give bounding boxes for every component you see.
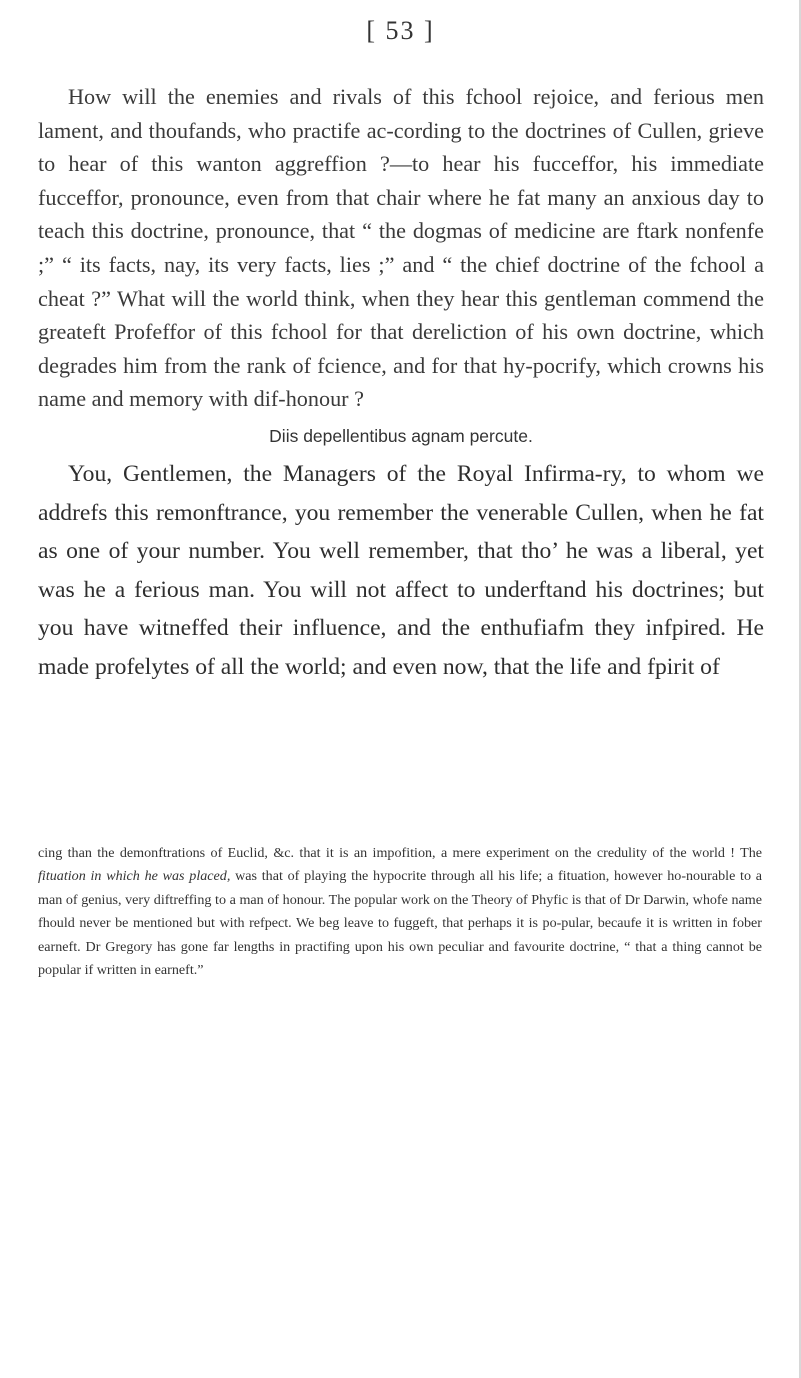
footnote-text-end: was that of playing the hypocrite through all his life; a fituation, however ho-nourable to a man of genius, very diftreffing to a man of honour. The popular work on the Theory of Phyfic is that of Dr Darwin, whofe name fhould never be mentioned but with refpect. We beg leave to fuggeft, that perhaps it is po-pular, becaufe it is written in fober earneft. Dr Gregory has gone far lengths in practifing upon his own peculiar and favourite doctrine, “ that a thing cannot be popular if written in earneft.” <box>38 868 762 979</box>
footnote-italic-phrase: fituation in which he was placed, <box>38 868 231 885</box>
paragraph-1: How will the enemies and rivals of this fchool rejoice, and ferious men lament, and thoufands, who practife ac-cording to the doctrines of Cullen, grieve to hear of this wanton aggreffion ?—to hear his fucceffor, his immediate fucceffor, pronounce, even from that chair where he fat many an anxious day to teach this doctrine, pronounce, that “ the dogmas of medicine are ftark nonfenfe ;” “ its facts, nay, its very facts, lies ;” and “ the chief doctrine of the fchool a cheat ?” What will the world think, when they hear this gentleman commend the greateft Profeffor of this fchool for that dereliction of his own doctrine, which degrades him from the rank of fcience, and for that hy-pocrify, which crowns his name and memory with dif-honour ? <box>38 84 764 412</box>
footnote-text-start: cing than the demonftrations of Euclid, &c. that it is an impofition, a mere experiment on the credulity of the world ! The <box>38 845 762 861</box>
footnote <box>38 842 762 982</box>
page-number-header: [ 53 ] <box>366 16 435 45</box>
main-text-block <box>38 80 764 687</box>
latin-quote: Diis depellentibus agnam percute. <box>269 425 533 446</box>
paragraph-2: You, Gentlemen, the Managers of the Royal Infirma-ry, to whom we addrefs this remonftrance, you remember the venerable Cullen, when he fat as one of your number. You well remember, that tho’ he was a liberal, yet was he a ferious man. You will not affect to underftand his doctrines; but you have witneffed their influence, and the enthufiafm they infpired. He made profelytes of all the world; and even now, that the life and fpirit of <box>38 460 764 680</box>
